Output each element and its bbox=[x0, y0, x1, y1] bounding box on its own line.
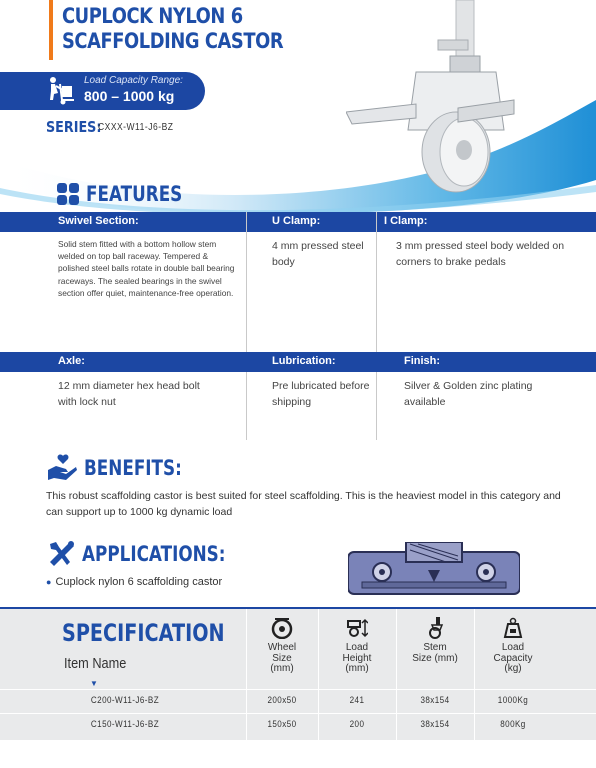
applications-heading-text: APPLICATIONS: bbox=[82, 542, 226, 566]
cell-load-capacity: 800Kg bbox=[500, 719, 526, 730]
features-bar-top bbox=[0, 212, 596, 232]
series-label: SERIES: bbox=[46, 118, 102, 136]
capacity-value: 800 – 1000 kg bbox=[84, 88, 175, 104]
grid-icon bbox=[56, 182, 80, 206]
column-header-line: (mm) bbox=[345, 663, 369, 674]
cell-load-capacity: 1000Kg bbox=[497, 695, 529, 706]
cell-stem-size: 38x154 bbox=[420, 695, 450, 706]
column-header-line: Size bbox=[272, 652, 292, 664]
column-header-line: Load bbox=[501, 642, 525, 653]
cell-load-height: 241 bbox=[349, 695, 365, 706]
feature-text-u-clamp: 4 mm pressed steel body bbox=[272, 240, 364, 268]
stem-castor-icon bbox=[424, 617, 446, 639]
applications-heading bbox=[46, 540, 261, 568]
cell-stem-size: 38x154 bbox=[420, 719, 450, 730]
feature-text-lubrication: Pre lubricated before shipping bbox=[272, 380, 370, 408]
chevron-down-icon: ▼ bbox=[90, 679, 98, 688]
cell-load-height: 200 bbox=[349, 719, 365, 730]
column-header-line: (mm) bbox=[270, 663, 294, 674]
castor-product-image bbox=[346, 0, 516, 200]
height-icon bbox=[346, 617, 368, 639]
application-item-text: Cuplock nylon 6 scaffolding castor bbox=[55, 576, 223, 588]
series-code: CXXX-W11-J6-BZ bbox=[98, 122, 174, 133]
feature-text-i-clamp: 3 mm pressed steel body welded on corners to brake pedals bbox=[396, 240, 565, 268]
column-header-line: Capacity bbox=[493, 652, 533, 664]
castor-cross-section-diagram bbox=[348, 542, 520, 604]
column-header-line: Size (mm) bbox=[412, 652, 458, 664]
hand-heart-icon bbox=[46, 454, 78, 482]
feature-title-lubrication: Lubrication: bbox=[272, 355, 336, 367]
features-heading-text: FEATURES bbox=[86, 182, 183, 206]
feature-title-axle: Axle: bbox=[58, 355, 85, 367]
column-header-load-height bbox=[322, 617, 392, 675]
benefits-heading-text: BENEFITS: bbox=[84, 456, 182, 480]
column-header-wheel-size bbox=[250, 617, 314, 675]
feature-title-swivel: Swivel Section: bbox=[58, 215, 139, 227]
page-title-line1: CUPLOCK NYLON 6 bbox=[62, 4, 243, 28]
cell-item-name: C200-W11-J6-BZ bbox=[90, 695, 160, 706]
specification-heading: SPECIFICATION bbox=[62, 619, 225, 647]
features-bar-bottom bbox=[0, 352, 596, 372]
feature-text-finish: Silver & Golden zinc plating available bbox=[404, 380, 533, 408]
load-capacity-badge bbox=[0, 72, 205, 110]
cell-wheel-size: 150x50 bbox=[267, 719, 297, 730]
column-header-line: (kg) bbox=[504, 663, 522, 674]
specification-panel bbox=[0, 607, 596, 740]
features-heading bbox=[56, 182, 206, 206]
benefits-text: This robust scaffolding castor is best suited for steel scaffolding. This is the heaviest model in this category and can support up to 1000 kg dynamic load bbox=[46, 490, 561, 518]
feature-divider bbox=[246, 212, 247, 440]
benefits-heading bbox=[46, 454, 206, 482]
column-header-stem-size bbox=[400, 617, 470, 664]
title-accent-bar bbox=[49, 0, 53, 60]
hand-truck-icon bbox=[44, 76, 76, 106]
page-title-line2: SCAFFOLDING CASTOR bbox=[62, 29, 284, 53]
feature-divider bbox=[376, 212, 377, 440]
column-header-line: Height bbox=[342, 652, 372, 664]
feature-text-axle: 12 mm diameter hex head bolt with lock nut bbox=[58, 380, 200, 408]
cell-item-name: C150-W11-J6-BZ bbox=[90, 719, 160, 730]
bullet-icon: ● bbox=[46, 577, 52, 587]
table-row bbox=[0, 713, 596, 735]
feature-title-u-clamp: U Clamp: bbox=[272, 215, 321, 227]
page-title bbox=[62, 4, 317, 54]
column-header-line: Load bbox=[345, 642, 369, 653]
item-name-header: Item Name bbox=[64, 655, 127, 672]
column-header-load-capacity bbox=[478, 617, 548, 675]
cell-wheel-size: 200x50 bbox=[267, 695, 297, 706]
capacity-label: Load Capacity Range: bbox=[84, 75, 183, 86]
wheel-icon bbox=[271, 617, 293, 639]
application-item bbox=[46, 576, 222, 588]
feature-text-swivel: Solid stem fitted with a bottom hollow stem welded on top ball raceway. Tempered & polished steel balls rotate in double ball bearing raceways. The sealed bearings in the swivel section offer quiet, maintenance-free operation. bbox=[58, 239, 235, 298]
tools-icon bbox=[46, 540, 76, 568]
feature-title-i-clamp: I Clamp: bbox=[384, 215, 428, 227]
table-row bbox=[0, 689, 596, 711]
weight-icon bbox=[502, 617, 524, 639]
feature-title-finish: Finish: bbox=[404, 355, 441, 367]
column-header-line: Stem bbox=[423, 642, 447, 653]
column-header-line: Wheel bbox=[267, 642, 297, 653]
